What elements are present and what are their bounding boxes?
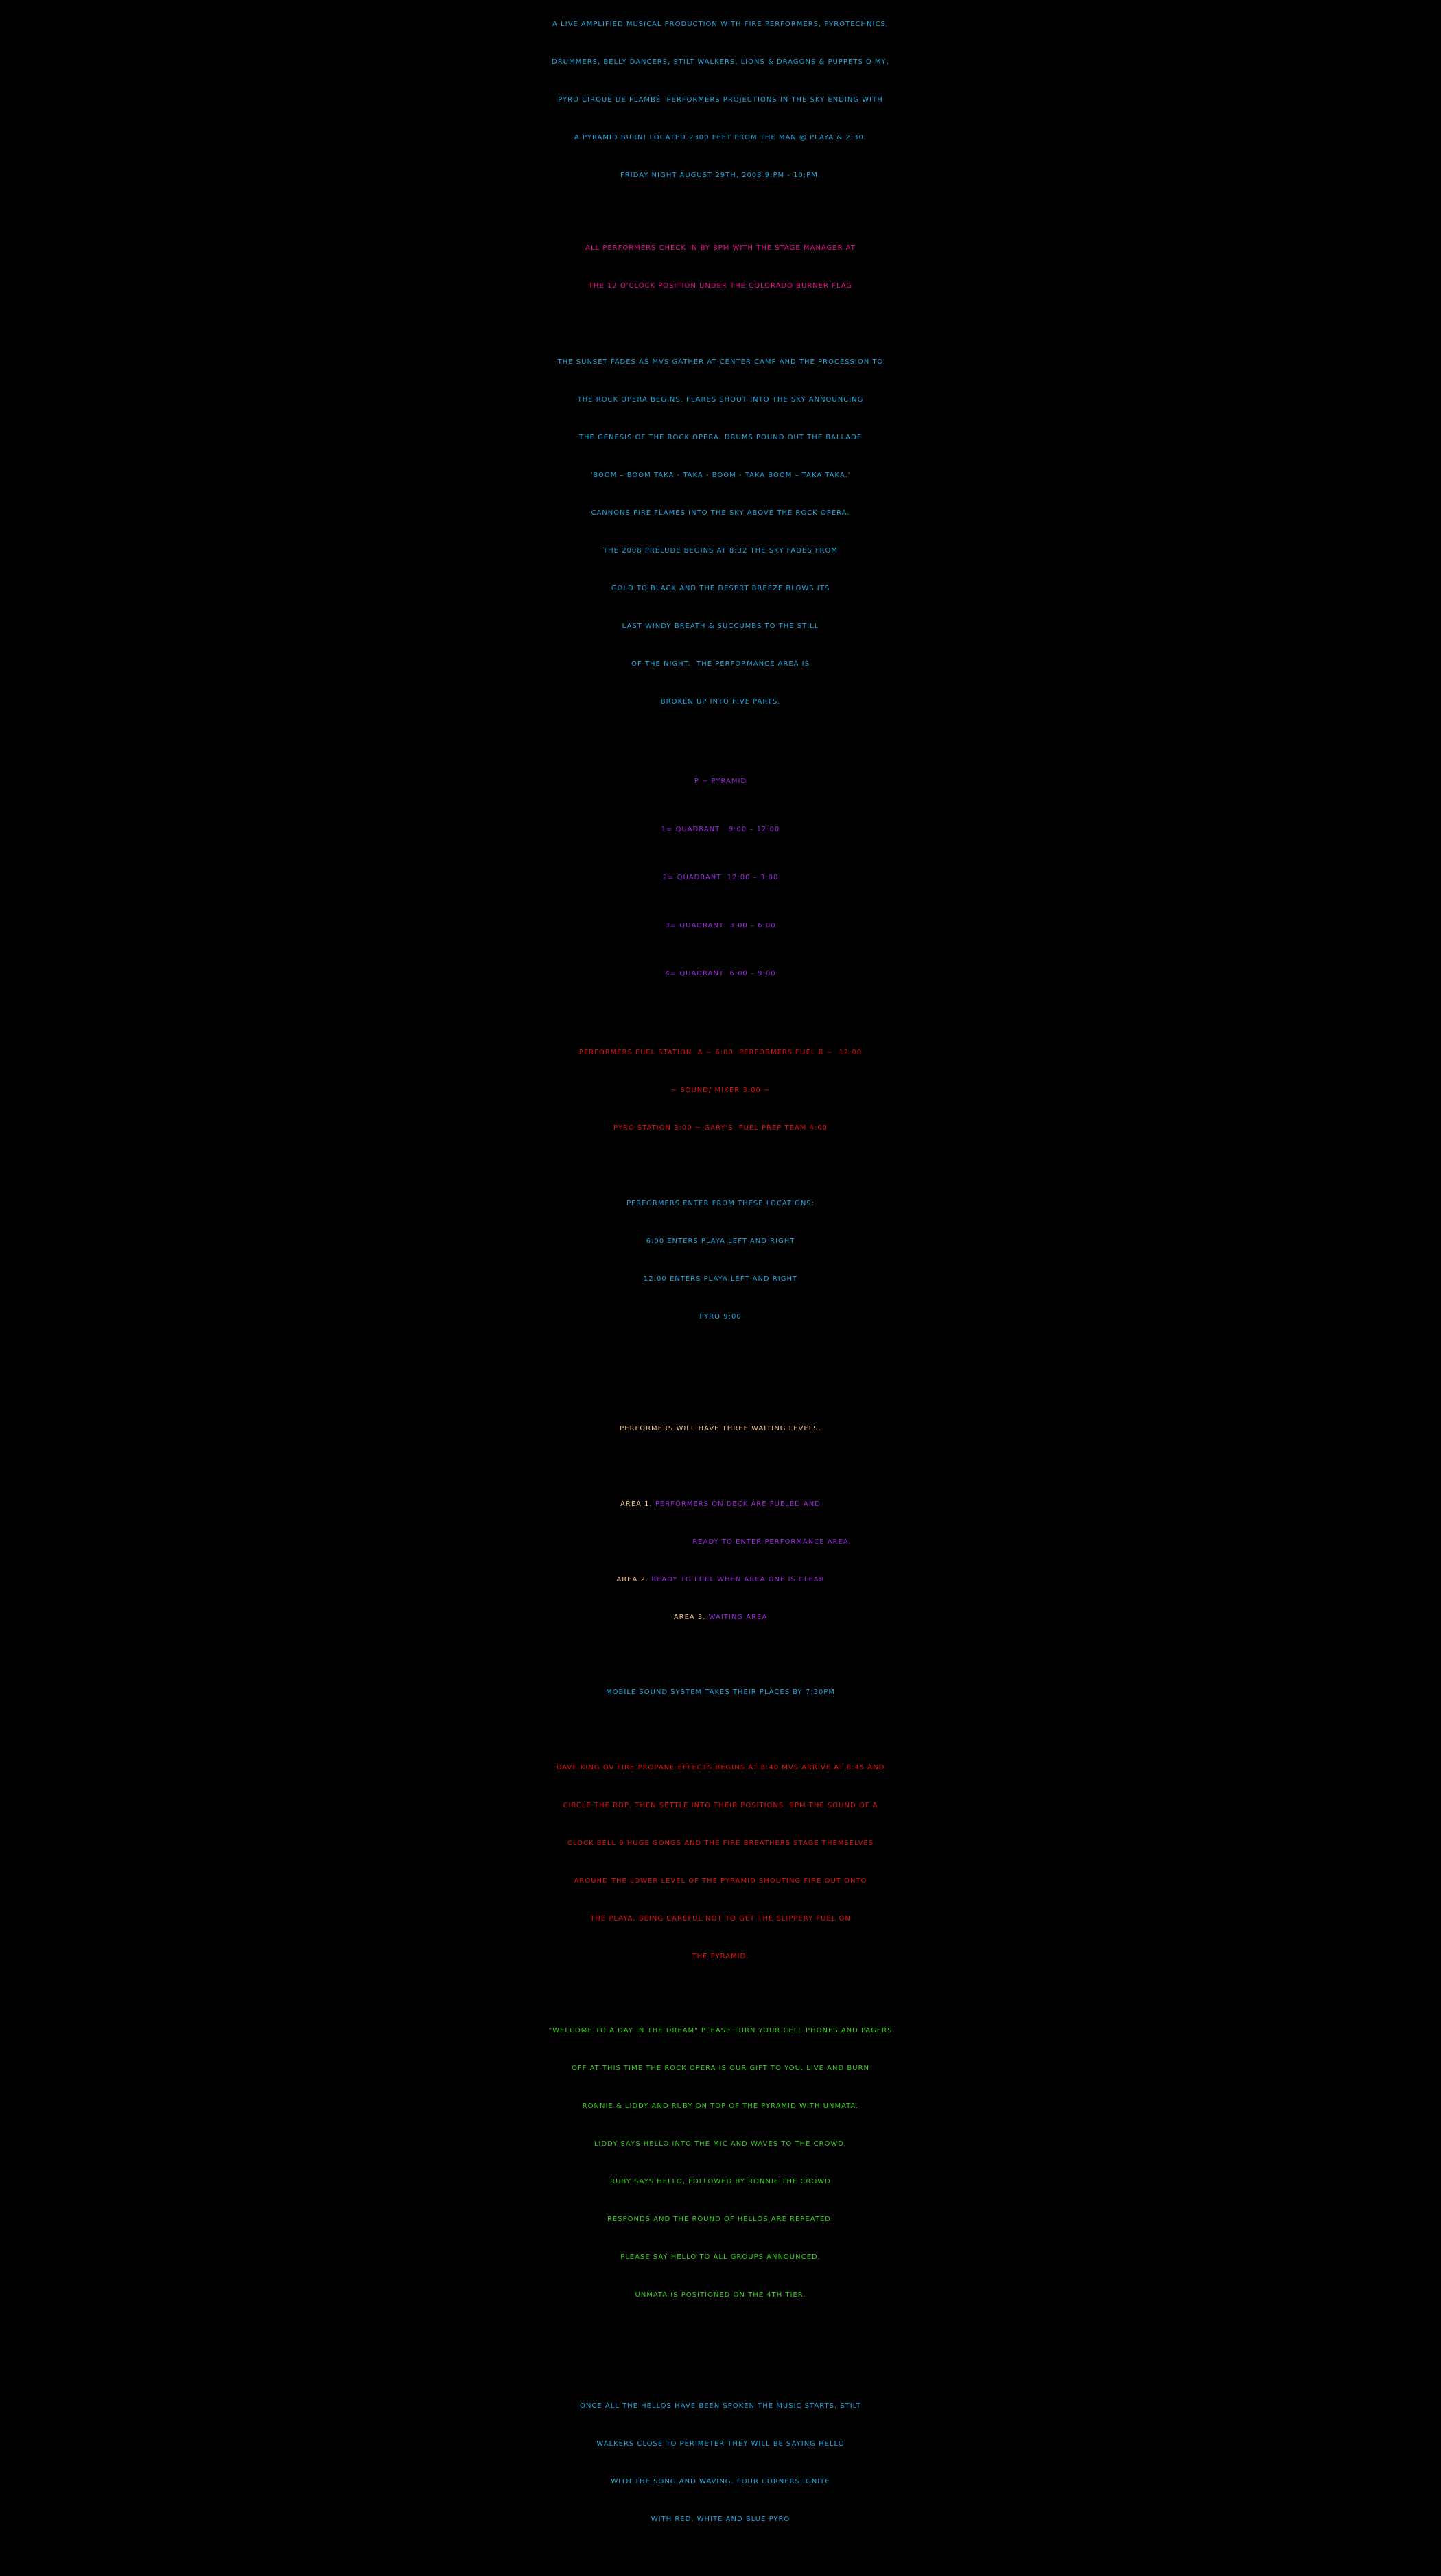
propane-line-6: THE PYRAMID.	[692, 1953, 749, 1960]
welcome-line-8: UNMATA IS POSITIONED ON THE 4TH TIER.	[635, 2291, 806, 2299]
quadrant-1-line: 1= QUADRANT 9:00 – 12:00	[661, 826, 780, 833]
area-1-line	[0, 1485, 1441, 1523]
entrance-line-2: 12:00 ENTERS PLAYA LEFT AND RIGHT	[643, 1275, 798, 1283]
quadrant-3-line: 3= QUADRANT 3:00 – 6:00	[665, 922, 776, 929]
area-3-text: WAITING AREA	[708, 1614, 768, 1621]
procession-line-7: GOLD TO BLACK AND THE DESERT BREEZE BLOWS ITS	[611, 585, 830, 592]
stations-paragraph	[0, 1034, 1441, 1147]
area-3-label: AREA 3.	[673, 1614, 709, 1621]
waiting-heading-line: PERFORMERS WILL HAVE THREE WAITING LEVELS.	[620, 1425, 821, 1432]
propane-line-2: CIRCLE THE ROP, THEN SETTLE INTO THEIR POSITIONS 9PM THE SOUND OF A	[563, 1802, 878, 1809]
checkin-line-1: ALL PERFORMERS CHECK IN BY 8PM WITH THE STAGE MANAGER AT	[585, 244, 856, 252]
propane-line-4: AROUND THE LOWER LEVEL OF THE PYRAMID SHOUTING FIRE OUT ONTO	[574, 1877, 867, 1885]
welcome-line-7: PLEASE SAY HELLO TO ALL GROUPS ANNOUNCED.	[620, 2253, 821, 2261]
intro-paragraph	[0, 5, 1441, 194]
sound-system-note	[0, 1673, 1441, 1711]
procession-line-6: THE 2008 PRELUDE BEGINS AT 8:32 THE SKY FADES FROM	[603, 547, 838, 555]
intro-line-1: A LIVE AMPLIFIED MUSICAL PRODUCTION WITH FIRE PERFORMERS, PYROTECHNICS,	[552, 21, 889, 28]
pyramid-legend-line: P = PYRAMID	[694, 778, 747, 785]
propane-line-3: CLOCK BELL 9 HUGE GONGS AND THE FIRE BREATHERS STAGE THEMSELVES	[567, 1840, 874, 1847]
procession-line-9: OF THE NIGHT. THE PERFORMANCE AREA IS	[631, 660, 810, 668]
quadrant-legend	[0, 758, 1441, 998]
procession-paragraph	[0, 343, 1441, 721]
procession-line-4: 'BOOM – BOOM TAKA - TAKA - BOOM - TAKA BOOM – TAKA TAKA.'	[590, 472, 851, 479]
intro-line-5: FRIDAY NIGHT AUGUST 29TH, 2008 9:PM - 10:PM.	[620, 172, 821, 179]
welcome-line-4: LIDDY SAYS HELLO INTO THE MIC AND WAVES TO THE CROWD.	[594, 2140, 847, 2148]
closing-line-1: ONCE ALL THE HELLOS HAVE BEEN SPOKEN THE MUSIC STARTS. STILT	[580, 2402, 861, 2410]
propane-line-1: DAVE KING OV FIRE PROPANE EFFECTS BEGINS AT 8:40 MVS ARRIVE AT 8:45 AND	[556, 1764, 885, 1772]
stations-line-1: PERFORMERS FUEL STATION A ~ 6:00 PERFORMERS FUEL B ~ 12:00	[578, 1049, 863, 1056]
checkin-line-2: THE 12 O'CLOCK POSITION UNDER THE COLORADO BURNER FLAG	[588, 282, 853, 290]
waiting-levels-heading	[0, 1410, 1441, 1448]
welcome-line-2: OFF AT THIS TIME THE ROCK OPERA IS OUR GIFT TO YOU. LIVE AND BURN	[572, 2065, 869, 2072]
welcome-line-1: "WELCOME TO A DAY IN THE DREAM" PLEASE TURN YOUR CELL PHONES AND PAGERS	[548, 2027, 893, 2034]
entrances-heading: PERFORMERS ENTER FROM THESE LOCATIONS:	[626, 1200, 815, 1207]
area-1-text-continued: READY TO ENTER PERFORMANCE AREA.	[692, 1538, 852, 1546]
welcome-line-6: RESPONDS AND THE ROUND OF HELLOS ARE REPEATED.	[607, 2216, 834, 2223]
waiting-areas-list	[0, 1485, 1441, 1636]
closing-paragraph	[0, 2387, 1441, 2538]
checkin-paragraph	[0, 229, 1441, 305]
area-1-label: AREA 1.	[620, 1500, 655, 1508]
area-1-text: PERFORMERS ON DECK ARE FUELED AND	[655, 1500, 821, 1508]
sound-line: MOBILE SOUND SYSTEM TAKES THEIR PLACES BY 7:30PM	[606, 1689, 835, 1696]
area-2-line	[0, 1561, 1441, 1599]
closing-line-4: WITH RED, WHITE AND BLUE PYRO	[651, 2516, 790, 2523]
closing-line-3: WITH THE SONG AND WAVING. FOUR CORNERS IGNITE	[611, 2478, 830, 2485]
procession-line-8: LAST WINDY BREATH & SUCCUMBS TO THE STILL	[622, 623, 819, 630]
procession-line-10: BROKEN UP INTO FIVE PARTS.	[660, 698, 781, 706]
welcome-paragraph	[0, 2012, 1441, 2314]
procession-line-2: THE ROCK OPERA BEGINS. FLARES SHOOT INTO THE SKY ANNOUNCING	[577, 396, 864, 404]
stations-line-3: PYRO STATION 3:00 ~ GARY'S FUEL PREP TEAM 4:00	[613, 1124, 828, 1132]
entrance-line-3: PYRO 9:00	[699, 1313, 742, 1321]
propane-paragraph	[0, 1749, 1441, 1975]
propane-line-5: THE PLAYA, BEING CAREFUL NOT TO GET THE SLIPPERY FUEL ON	[590, 1915, 851, 1923]
closing-line-2: WALKERS CLOSE TO PERIMETER THEY WILL BE SAYING HELLO	[596, 2440, 845, 2448]
quadrant-2-line: 2= QUADRANT 12:00 – 3:00	[662, 874, 779, 881]
procession-line-5: CANNONS FIRE FLAMES INTO THE SKY ABOVE THE ROCK OPERA.	[591, 509, 850, 517]
procession-line-3: THE GENESIS OF THE ROCK OPERA. DRUMS POUND OUT THE BALLADE	[578, 434, 863, 441]
procession-line-1: THE SUNSET FADES AS MVS GATHER AT CENTER CAMP AND THE PROCESSION TO	[557, 358, 884, 366]
welcome-line-5: RUBY SAYS HELLO, FOLLOWED BY RONNIE THE CROWD	[610, 2178, 831, 2185]
entrance-line-1: 6:00 ENTERS PLAYA LEFT AND RIGHT	[646, 1238, 795, 1245]
area-2-text: READY TO FUEL WHEN AREA ONE IS CLEAR	[651, 1576, 825, 1583]
area-1-continued-line	[0, 1523, 1441, 1561]
stations-line-2: ~ SOUND/ MIXER 3:00 ~	[670, 1087, 771, 1094]
area-3-line	[0, 1599, 1441, 1636]
welcome-line-3: RONNIE & LIDDY AND RUBY ON TOP OF THE PYRAMID WITH UNMATA.	[582, 2102, 859, 2110]
entrances-paragraph	[0, 1185, 1441, 1336]
quadrant-4-line: 4= QUADRANT 6:00 – 9:00	[665, 970, 776, 977]
intro-line-2: DRUMMERS, BELLY DANCERS, STILT WALKERS, LIONS & DRAGONS & PUPPETS O MY,	[552, 58, 889, 66]
intro-line-3: PYRO CIRQUE DE FLAMBÉ PERFORMERS PROJECTIONS IN THE SKY ENDING WITH	[558, 96, 883, 104]
area-2-label: AREA 2.	[616, 1576, 652, 1583]
intro-line-4: A PYRAMID BURN! LOCATED 2300 FEET FROM THE MAN @ PLAYA & 2:30.	[574, 134, 867, 141]
